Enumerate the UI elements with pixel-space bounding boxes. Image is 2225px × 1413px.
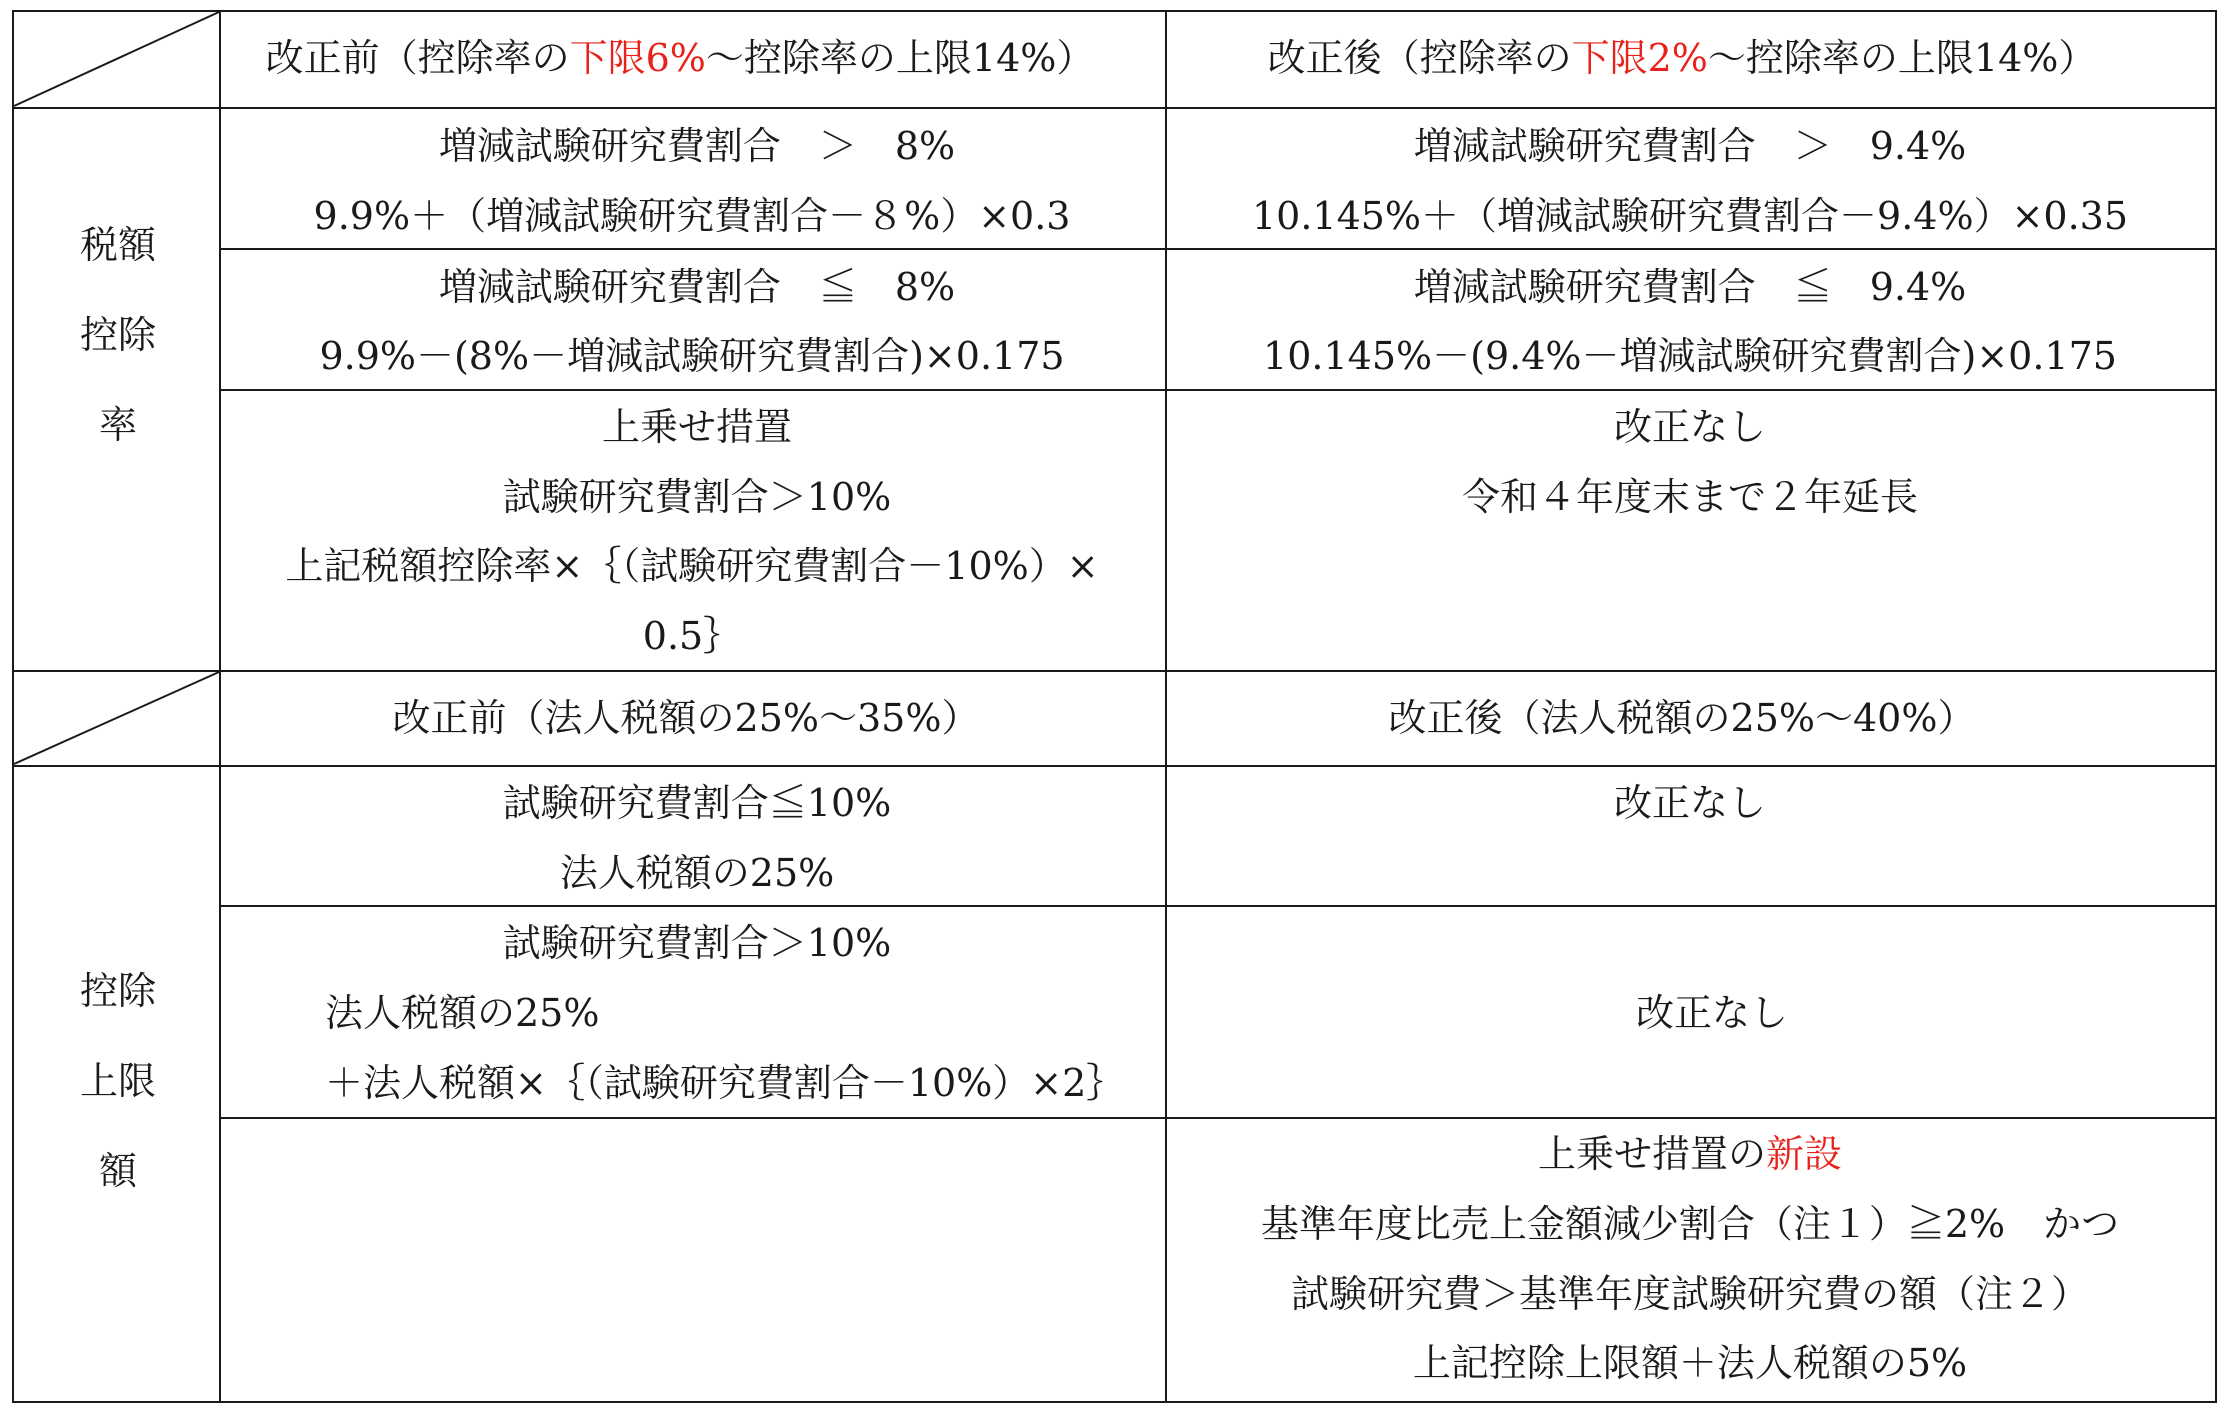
rate-row2-after-line2: 10.145%－(9.4%－増減試験研究費割合)×0.175 — [1263, 334, 2117, 378]
rate-row3-after-line1: 改正なし — [1613, 405, 1767, 449]
rate-row3-after-line2: 令和４年度末まで２年延長 — [1461, 475, 1919, 519]
limit-row3-after-line4: 上記控除上限額＋法人税額の5% — [1412, 1341, 1968, 1385]
rate-row3-before-line4: 0.5｝ — [642, 614, 742, 658]
limit-row2-before-line1: 試験研究費割合＞10% — [502, 921, 892, 965]
rate-label-line1: 税額 — [79, 223, 157, 267]
header-after-limit: 改正後（法人税額の25%～40%） — [1388, 696, 1976, 740]
limit-row1-before-line2: 法人税額の25% — [559, 851, 835, 895]
limit-row2-after: 改正なし — [1635, 991, 1789, 1035]
header-before-limit: 改正前（法人税額の25%～35%） — [392, 696, 980, 740]
rate-row1-after-line2: 10.145%＋（増減試験研究費割合－9.4%）×0.35 — [1251, 194, 2129, 238]
limit-row3-after-line1: 上乗せ措置の新設 — [1537, 1132, 1843, 1176]
header-before-rate: 改正前（控除率の下限6%～控除率の上限14%） — [265, 36, 1095, 80]
limit-row3-after-line3: 試験研究費＞基準年度試験研究費の額（注２） — [1290, 1272, 2090, 1316]
rate-row2-before-line2: 9.9%－(8%－増減試験研究費割合)×0.175 — [319, 334, 1065, 378]
limit-row2-before-line3: ＋法人税額×｛（試験研究費割合－10%）×2｝ — [325, 1061, 1125, 1105]
rate-row3-before-line1: 上乗せ措置 — [601, 405, 793, 449]
limit-label-line1: 控除 — [79, 969, 157, 1013]
rate-label-line2: 控除 — [79, 313, 157, 357]
rate-row3-before-line2: 試験研究費割合＞10% — [502, 475, 892, 519]
header-after-rate: 改正後（控除率の下限2%～控除率の上限14%） — [1267, 36, 2097, 80]
rate-row2-before-line1: 増減試験研究費割合 ≦ 8% — [438, 265, 956, 309]
limit-label-line2: 上限 — [79, 1059, 157, 1103]
limit-row2-before-line2: 法人税額の25% — [325, 991, 600, 1035]
limit-label-line3: 額 — [98, 1149, 138, 1193]
rate-row1-before-line2: 9.9%＋（増減試験研究費割合－８%）×0.3 — [313, 194, 1071, 238]
rate-row2-after-line1: 増減試験研究費割合 ≦ 9.4% — [1413, 265, 1967, 309]
rate-row1-after-line1: 増減試験研究費割合 ＞ 9.4% — [1413, 124, 1967, 168]
limit-row3-after-line2: 基準年度比売上金額減少割合（注１）≧2% かつ — [1260, 1202, 2120, 1246]
limit-row1-after: 改正なし — [1613, 781, 1767, 825]
limit-row1-before-line1: 試験研究費割合≦10% — [502, 781, 892, 825]
rate-row1-before-line1: 増減試験研究費割合 ＞ 8% — [438, 124, 956, 168]
rate-row3-before-line3: 上記税額控除率×｛（試験研究費割合－10%）× — [285, 544, 1099, 588]
rate-label-line3: 率 — [98, 403, 138, 447]
